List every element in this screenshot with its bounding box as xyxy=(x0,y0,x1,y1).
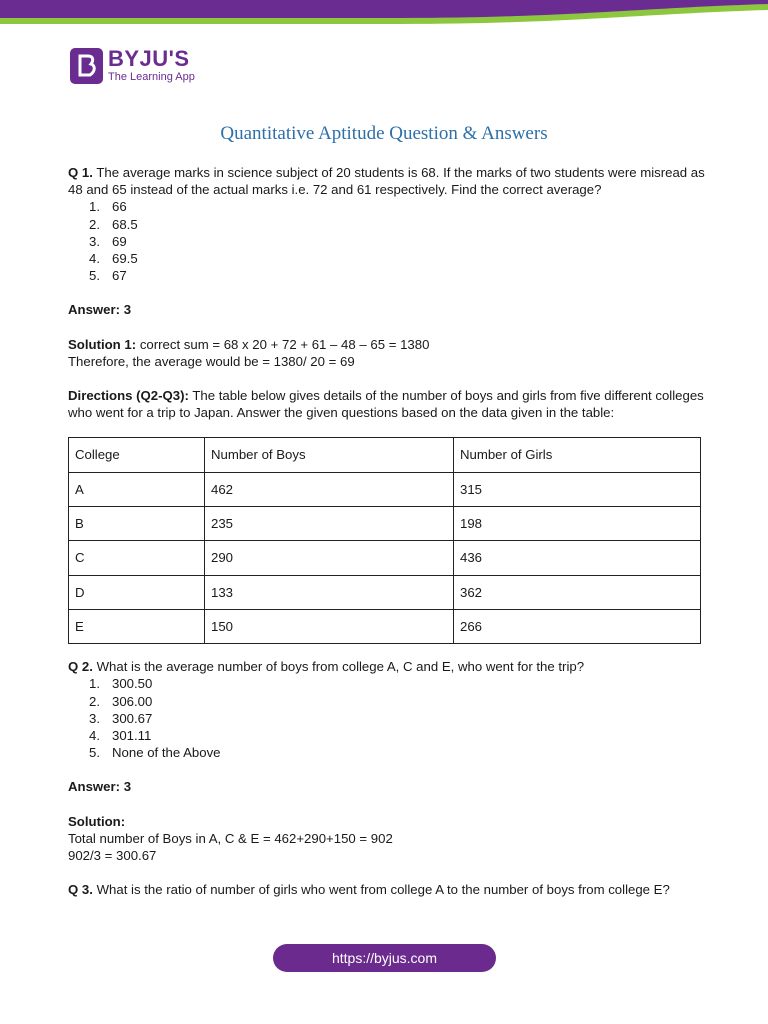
table-row xyxy=(69,541,701,575)
q1-label: Q 1. xyxy=(68,165,93,180)
option-item xyxy=(89,267,708,284)
header-wave-graphic xyxy=(0,0,768,30)
table-cell: 266 xyxy=(454,609,701,643)
table-header-cell: College xyxy=(69,438,205,472)
directions xyxy=(68,387,708,421)
table-row xyxy=(69,609,701,643)
table-cell: B xyxy=(69,507,205,541)
option-number: 4. xyxy=(89,251,100,267)
table-cell: 133 xyxy=(205,575,454,609)
option-number: 3. xyxy=(89,233,100,249)
q1-solution-line2: Therefore, the average would be = 1380/ 20 = 69 xyxy=(68,353,355,369)
q2-question xyxy=(68,658,708,675)
table-cell: 198 xyxy=(454,507,701,541)
q2-solution-label: Solution: xyxy=(68,813,126,829)
option-item xyxy=(89,233,708,250)
q3-question xyxy=(68,881,708,898)
q1-question xyxy=(68,164,708,198)
q2-solution-label-line xyxy=(68,813,708,830)
option-number: 2. xyxy=(89,216,100,232)
q1-options xyxy=(68,198,708,284)
option-number: 5. xyxy=(89,268,100,284)
option-number: 1. xyxy=(89,199,100,215)
table-cell: 315 xyxy=(454,472,701,506)
college-table xyxy=(68,437,701,644)
q1-text: The average marks in science subject of 20 students is 68. If the marks of two students were misread as 48 and 65 instead of the actual marks i.e. 72 and 61 respectively. Find the correct average? xyxy=(68,165,705,198)
footer-url-link[interactable]: https://byjus.com xyxy=(273,944,496,972)
option-text: None of the Above xyxy=(112,745,221,761)
logo-brand-name: BYJU'S xyxy=(108,46,190,71)
document-title: Quantitative Aptitude Question & Answers xyxy=(220,123,548,144)
table-row xyxy=(69,575,701,609)
table-header-row xyxy=(69,438,701,472)
option-number: 1. xyxy=(89,676,100,692)
byjus-logo xyxy=(69,47,195,85)
q3-label: Q 3. xyxy=(68,882,93,898)
q1-solution-label: Solution 1: xyxy=(68,336,137,352)
q2-solution-line1: Total number of Boys in A, C & E = 462+290+150 = 902 xyxy=(68,830,393,846)
option-text: 66 xyxy=(112,199,127,215)
option-text: 68.5 xyxy=(112,216,138,232)
option-item xyxy=(89,693,708,710)
header-band xyxy=(0,0,768,30)
document-body xyxy=(68,164,708,898)
q2-text: What is the average number of boys from college A, C and E, who went for the trip? xyxy=(96,659,585,675)
logo-tagline: The Learning App xyxy=(108,71,195,83)
directions-text: The table below gives details of the number of boys and girls from five different colleges who went for a trip to Japan. Answer the given questions based on the data given in the table: xyxy=(68,388,704,421)
option-number: 3. xyxy=(89,710,100,726)
table-cell: 436 xyxy=(454,541,701,575)
q2-answer-text: Answer: 3 xyxy=(68,779,132,795)
option-text: 306.00 xyxy=(112,693,153,709)
q3-text: What is the ratio of number of girls who went from college A to the number of boys from college E? xyxy=(96,882,670,898)
option-text: 300.50 xyxy=(112,676,153,692)
q1-answer xyxy=(68,301,708,318)
q1-solution-line1: correct sum = 68 x 20 + 72 + 61 – 48 – 65 = 1380 xyxy=(139,336,430,352)
table-cell: 150 xyxy=(205,609,454,643)
byjus-logo-icon xyxy=(69,47,104,85)
option-number: 4. xyxy=(89,728,100,744)
q2-label: Q 2. xyxy=(68,659,93,675)
table-header-cell: Number of Boys xyxy=(205,438,454,472)
option-item xyxy=(89,744,708,761)
q1-answer-text: Answer: 3 xyxy=(68,302,132,318)
q2-options xyxy=(68,675,708,761)
directions-label: Directions (Q2-Q3): xyxy=(68,388,189,404)
table-cell: 235 xyxy=(205,507,454,541)
option-text: 300.67 xyxy=(112,710,153,726)
table-cell: 462 xyxy=(205,472,454,506)
option-item xyxy=(89,250,708,267)
option-number: 2. xyxy=(89,693,100,709)
option-item xyxy=(89,198,708,215)
table-row xyxy=(69,472,701,506)
option-text: 69.5 xyxy=(112,251,138,267)
option-item xyxy=(89,675,708,692)
table-row xyxy=(69,507,701,541)
option-item xyxy=(89,216,708,233)
option-item xyxy=(89,710,708,727)
option-text: 301.11 xyxy=(112,728,152,744)
table-cell: 362 xyxy=(454,575,701,609)
table-header-cell: Number of Girls xyxy=(454,438,701,472)
table-cell: 290 xyxy=(205,541,454,575)
option-item xyxy=(89,727,708,744)
table-cell: D xyxy=(69,575,205,609)
q1-solution xyxy=(68,336,708,353)
table-cell: C xyxy=(69,541,205,575)
table-cell: E xyxy=(69,609,205,643)
option-text: 69 xyxy=(112,233,127,249)
option-text: 67 xyxy=(112,268,127,284)
table-cell: A xyxy=(69,472,205,506)
q2-answer xyxy=(68,778,708,795)
q2-solution-line2: 902/3 = 300.67 xyxy=(68,848,157,864)
option-number: 5. xyxy=(89,745,100,761)
